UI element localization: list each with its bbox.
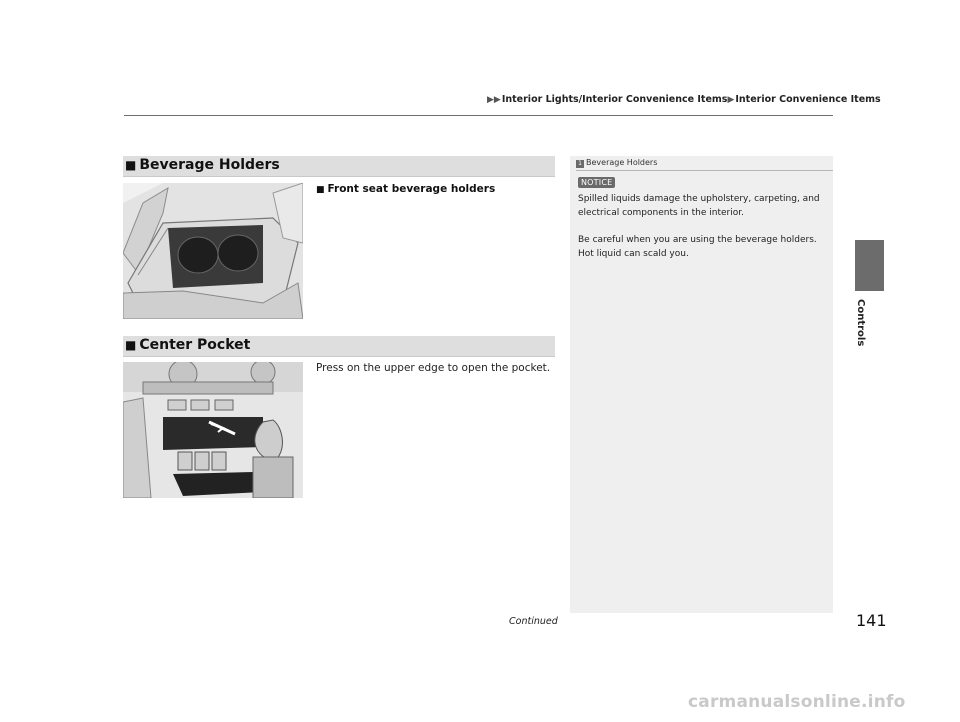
beverage-holder-illustration xyxy=(123,183,303,319)
note-heading xyxy=(576,158,657,168)
subheading-text: Front seat beverage holders xyxy=(327,183,496,195)
note-panel xyxy=(570,156,833,613)
breadcrumb-arrow-icon: ▶▶ xyxy=(487,95,501,105)
breadcrumb-item-2[interactable]: Interior Convenience Items xyxy=(735,94,881,105)
page-number: 141 xyxy=(856,611,887,630)
section-square-icon: ■ xyxy=(125,158,137,172)
center-pocket-instruction: Press on the upper edge to open the pocket. xyxy=(316,362,551,374)
note-paragraph-2: Be careful when you are using the beverage holders. Hot liquid can scald you. xyxy=(578,235,817,259)
center-pocket-illustration xyxy=(123,362,303,498)
section-bar-beverage-holders xyxy=(123,156,555,177)
section-title-beverage-holders: Beverage Holders xyxy=(139,157,280,173)
section-title-center-pocket: Center Pocket xyxy=(139,337,251,353)
section-bar-center-pocket xyxy=(123,336,555,357)
watermark: carmanualsonline.info xyxy=(688,692,906,712)
notice-badge: NOTICE xyxy=(578,177,615,188)
breadcrumb-item-1[interactable]: Interior Lights/Interior Convenience Items xyxy=(501,94,728,105)
breadcrumb-arrow-icon: ▶ xyxy=(727,95,735,105)
section-square-icon: ■ xyxy=(125,338,137,352)
continued-label: Continued xyxy=(509,616,558,627)
reference-icon: 1 xyxy=(576,160,584,168)
breadcrumb xyxy=(487,94,881,105)
subheading-front-seat-beverage-holders xyxy=(316,183,495,195)
note-paragraph-1: Spilled liquids damage the upholstery, carpeting, and electrical components in the interior. xyxy=(578,194,820,218)
chapter-label: Controls xyxy=(855,299,866,347)
chapter-tab xyxy=(855,240,884,291)
header-divider xyxy=(124,115,833,116)
note-heading-text: Beverage Holders xyxy=(586,158,658,167)
subheading-square-icon: ■ xyxy=(316,185,325,195)
note-divider xyxy=(576,170,833,171)
